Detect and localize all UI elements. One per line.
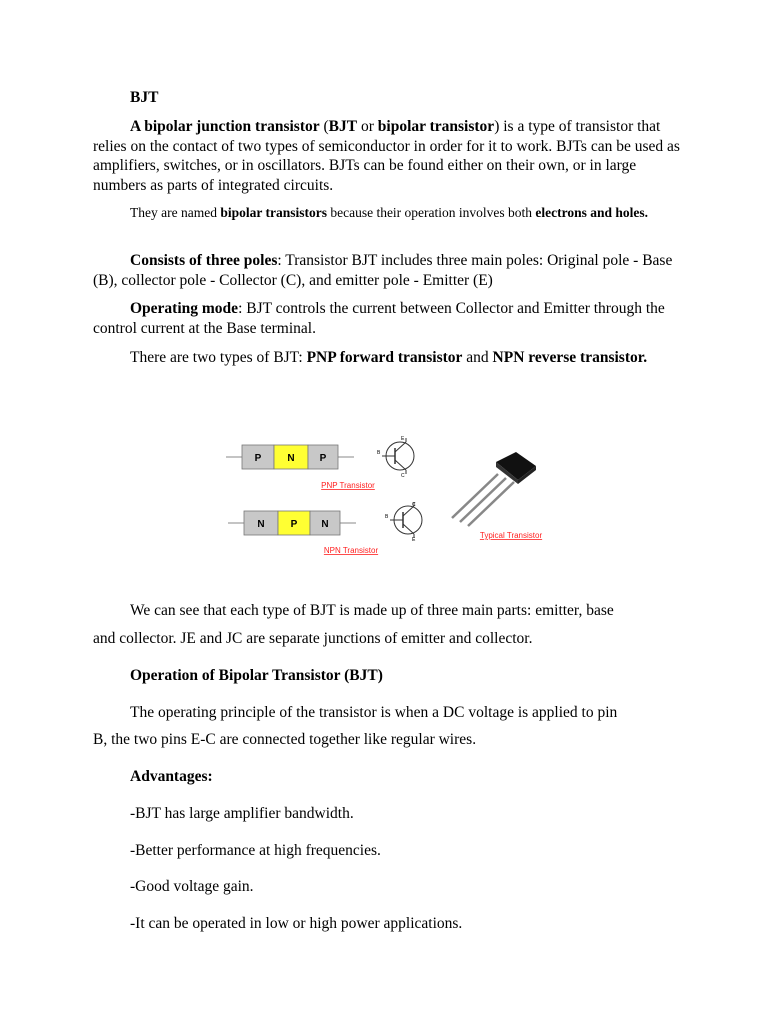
npn-label-2: P [290,519,298,530]
intro-term: A bipolar junction transistor [130,118,320,135]
named-term: bipolar transistors [220,205,327,220]
advantage-item-1: -BJT has large amplifier bandwidth. [130,805,354,822]
named-mid: because their operation involves both [326,205,536,220]
parts-line-2: and collector. JE and JC are separate junctions of emitter and collector. [93,630,533,647]
pnp-pin-b: B [377,450,381,456]
npn-diagram [228,511,356,535]
advantages-heading-text: Advantages: [130,768,213,785]
npn-label-3: N [321,519,329,530]
poles-label: Consists of three poles [130,252,278,269]
mode-label: Operating mode [130,300,239,317]
mode-paragraph [93,299,683,338]
mode-text: : BJT controls the current between Collector and Emitter through the control current at the Base terminal. [93,300,665,337]
intro-paragraph [93,117,683,195]
npn-label-1: N [257,519,265,530]
advantage-item-2: -Better performance at high frequencies. [130,842,381,859]
npn-symbol-icon [385,502,422,543]
intro-alt: bipolar transistor [377,118,495,135]
types-and: and [462,349,493,366]
types-pnp: PNP forward transistor [306,349,463,366]
named-paragraph [93,204,683,222]
intro-rest: ) is a type of transistor that relies on the contact of two types of semiconductor in order for it to work. BJTs can be used as amplifiers, switches, or in oscillators. BJTs can be found either on their own, or in large numbers as parts of integrated circuits. [93,118,680,194]
types-paragraph [93,348,683,368]
intro-paren: ( [319,118,329,135]
transistor-figure [220,430,560,560]
npn-pin-b: B [385,514,389,520]
operation-heading [130,666,383,685]
npn-caption: NPN Transistor [323,546,379,555]
pnp-label-3: P [319,453,327,464]
types-npn: NPN reverse transistor. [492,349,648,366]
advantages-heading [130,767,213,786]
advantage-item-3: -Good voltage gain. [130,878,254,895]
typical-caption: Typical Transistor [479,531,543,540]
pnp-pin-c: C [401,473,405,479]
types-pre: There are two types of BJT: [130,349,307,366]
parts-line-1: We can see that each type of BJT is made up of three main parts: emitter, base [130,602,614,619]
pnp-label-2: N [287,453,295,464]
pnp-symbol-icon [377,436,414,479]
named-pre: They are named [130,205,221,220]
intro-or: or [357,118,378,135]
typical-transistor-icon [452,452,536,526]
pnp-pin-e: E [401,436,405,442]
npn-pin-c: C [412,502,416,508]
operation-line-1: The operating principle of the transistor is when a DC voltage is applied to pin [130,704,618,721]
intro-abbr: BJT [328,118,358,135]
named-term2: electrons and holes. [535,205,649,220]
pnp-label-1: P [254,453,262,464]
npn-pin-e: E [412,537,416,543]
poles-text: : Transistor BJT includes three main poles: Original pole - Base (B), collector pole - Collector (C), and emitter pole - Emitter (E) [93,252,673,289]
operation-line-2: B, the two pins E-C are connected together like regular wires. [93,731,477,748]
heading-text: BJT [130,89,159,106]
pnp-diagram [226,445,354,469]
pnp-caption: PNP Transistor [321,481,375,490]
operation-heading-text: Operation of Bipolar Transistor (BJT) [130,667,383,684]
advantage-item-4: -It can be operated in low or high power applications. [130,915,463,932]
page-heading [130,88,158,107]
poles-paragraph [93,251,683,290]
